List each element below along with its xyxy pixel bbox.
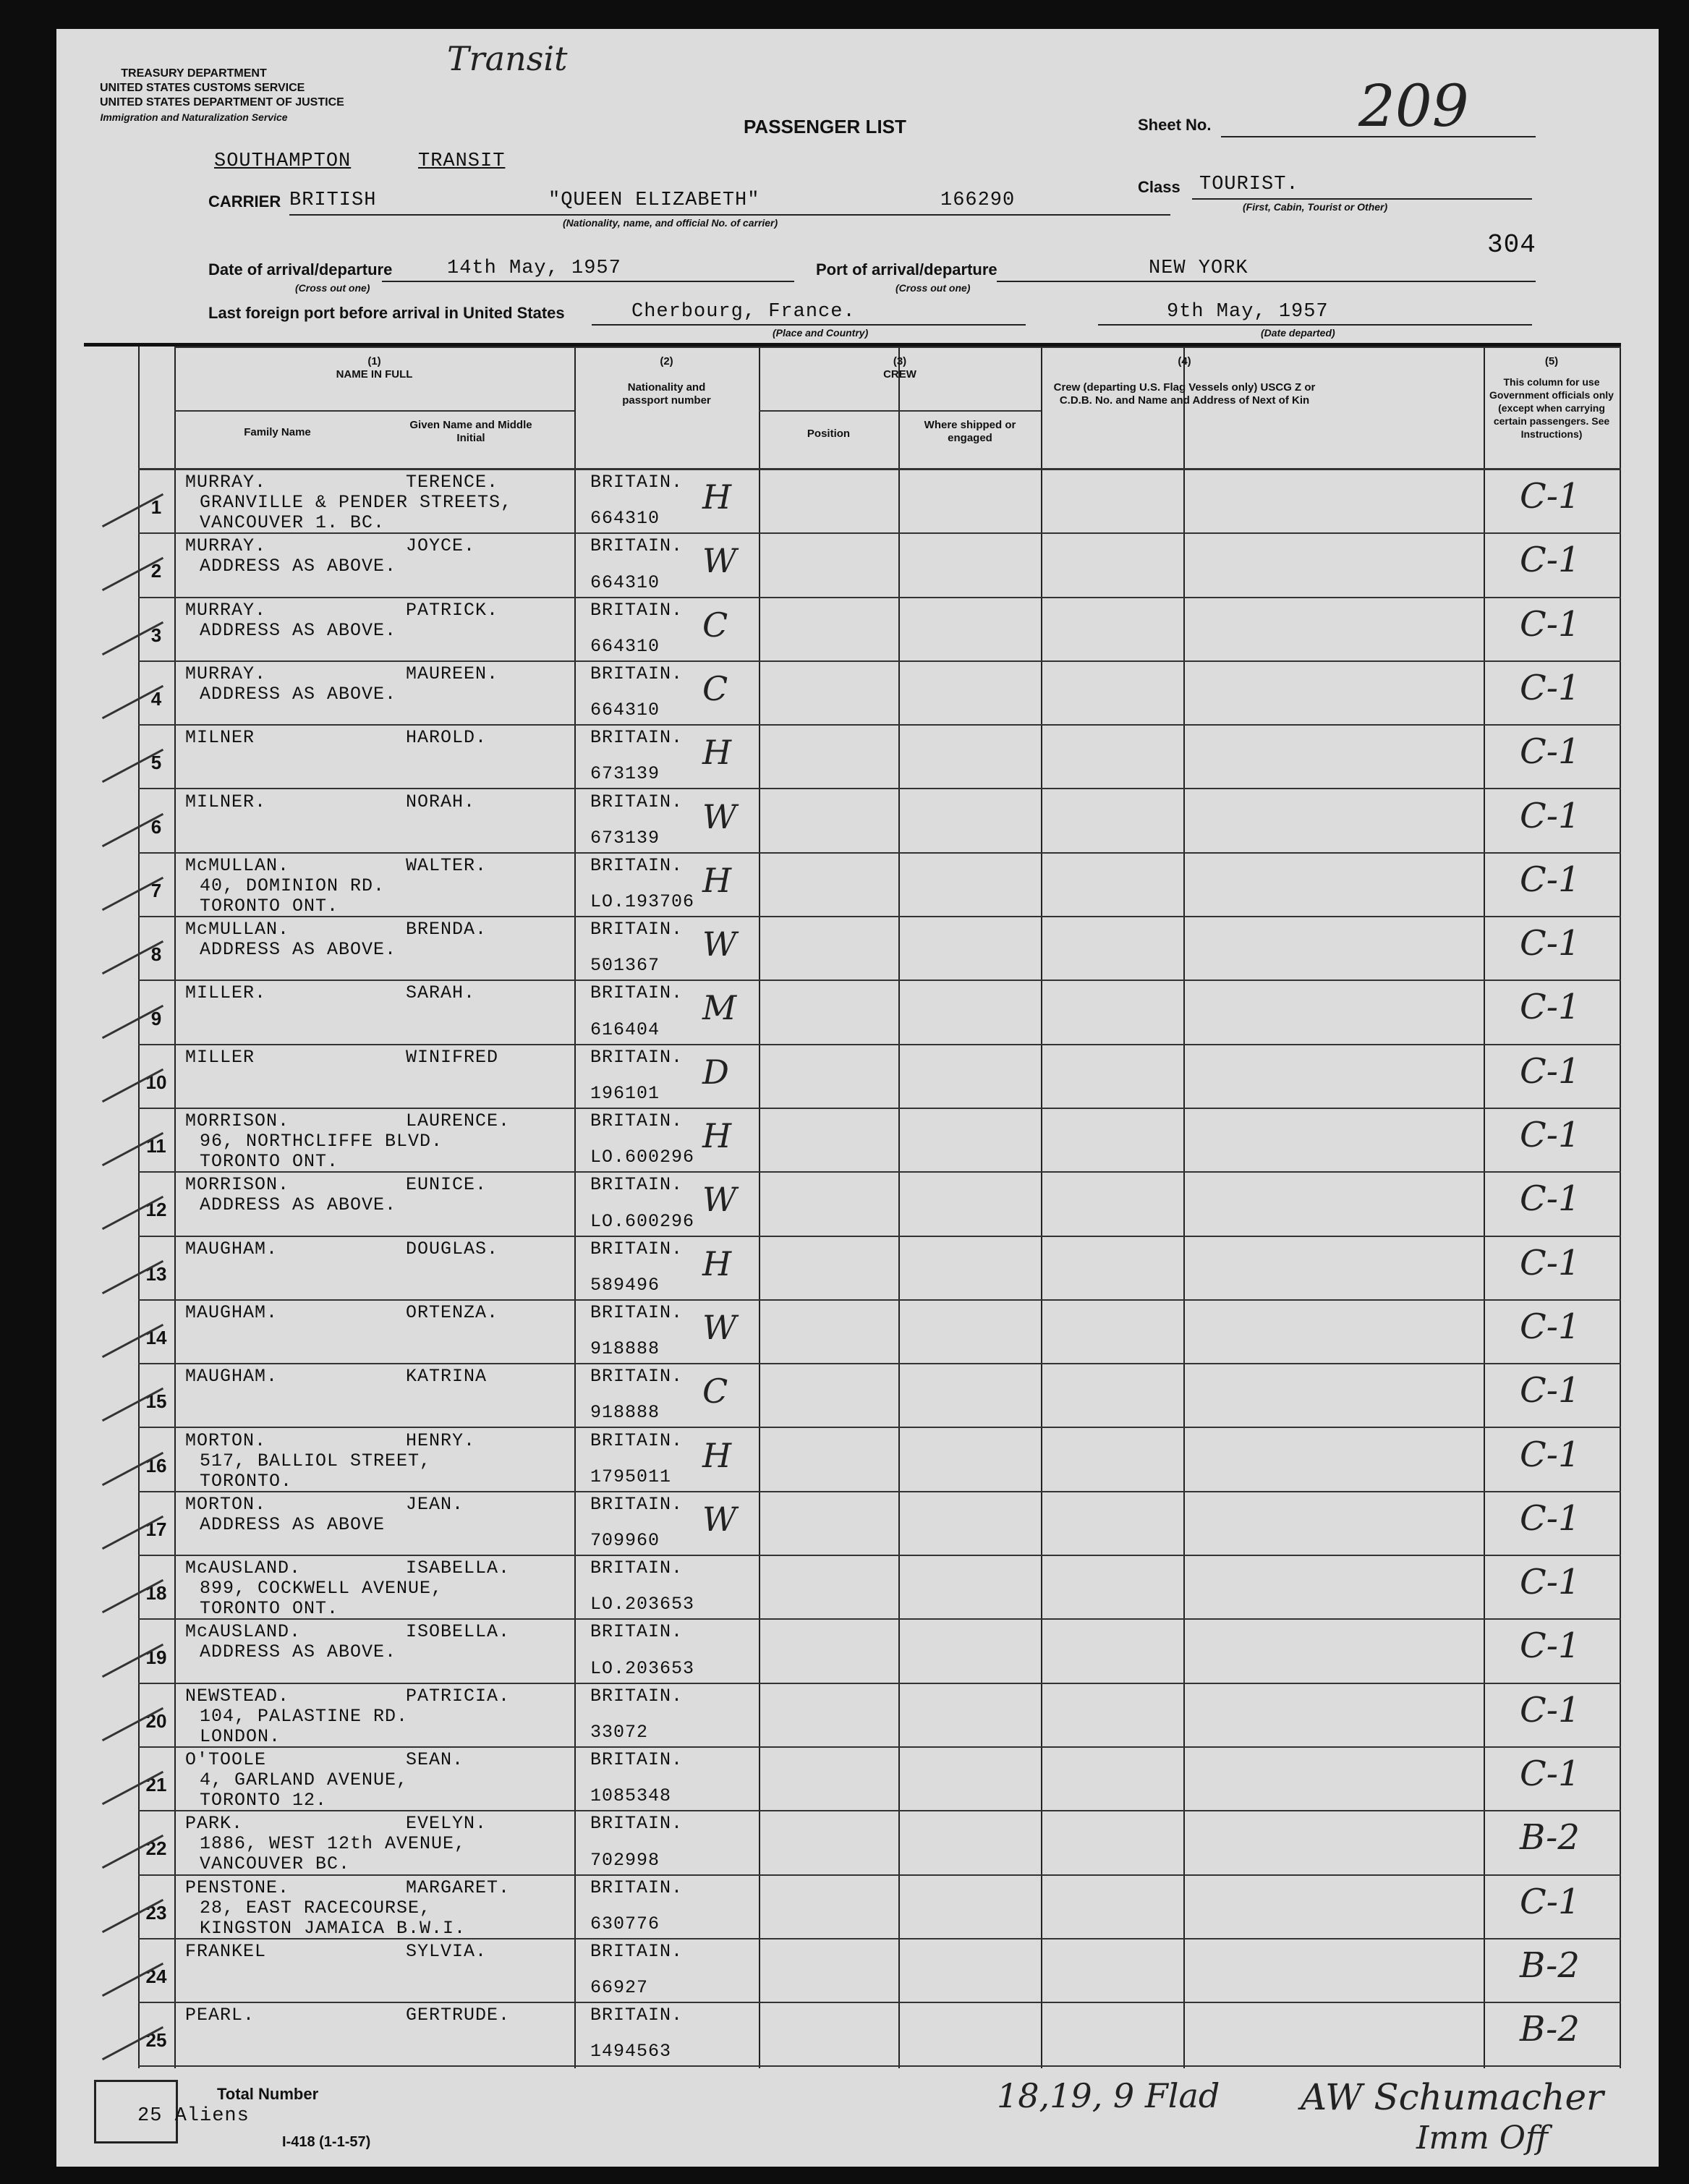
official-code: C-1	[1520, 667, 1580, 708]
address-line: ADDRESS AS ABOVE.	[200, 683, 397, 705]
nationality: BRITAIN.	[590, 599, 684, 621]
family-name: MILLER.	[185, 982, 267, 1004]
port-label: Port of arrival/departure	[816, 260, 997, 279]
status-mark: H	[702, 1116, 732, 1155]
official-code: C-1	[1520, 1370, 1580, 1411]
passport-number: LO.600296	[590, 1147, 695, 1168]
given-name: ORTENZA.	[406, 1301, 499, 1323]
address-line: TORONTO 12.	[200, 1790, 328, 1811]
class-line	[1192, 198, 1532, 200]
table-row	[84, 662, 1621, 726]
nationality: BRITAIN.	[590, 1301, 684, 1323]
total-label: Total Number	[217, 2085, 319, 2103]
family-name: MORTON.	[185, 1493, 267, 1515]
col-5-number: (5)	[1544, 355, 1559, 367]
row-number: 17	[145, 1518, 167, 1540]
address-line: TORONTO ONT.	[200, 1598, 339, 1620]
table-row	[84, 1109, 1621, 1173]
table-row	[84, 854, 1621, 917]
position-header: Position	[807, 428, 851, 440]
official-code: C-1	[1520, 603, 1580, 645]
family-name: PARK.	[185, 1813, 244, 1835]
status-mark: W	[702, 925, 737, 964]
official-code: C-1	[1520, 923, 1580, 964]
address-line: KINGSTON JAMAICA B.W.I.	[200, 1917, 467, 1939]
carrier-number: 166290	[940, 190, 1016, 211]
status-mark: W	[702, 1180, 737, 1220]
passport-number: 664310	[590, 572, 660, 593]
last-port-caption: (Place and Country)	[773, 327, 869, 339]
family-name: MORTON.	[185, 1429, 267, 1451]
status-mark: W	[702, 541, 737, 581]
page-title: PASSENGER LIST	[744, 116, 906, 137]
official-code: C-1	[1520, 1754, 1580, 1794]
status-mark: W	[702, 1307, 737, 1347]
row-number: 23	[145, 1901, 167, 1924]
given-name: SYLVIA.	[406, 1940, 488, 1962]
address-line: ADDRESS AS ABOVE.	[200, 1641, 397, 1663]
nationality: BRITAIN.	[590, 1238, 684, 1259]
total-value: 25 Aliens	[137, 2105, 250, 2127]
col-5-header	[1484, 355, 1620, 441]
given-name: SARAH.	[406, 982, 476, 1004]
family-name-header: Family Name	[244, 426, 311, 438]
status-mark: W	[702, 1499, 737, 1539]
address-line: 96, NORTHCLIFFE BLVD.	[200, 1131, 443, 1152]
row-number: 20	[145, 1709, 167, 1732]
passport-number: 501367	[590, 955, 660, 977]
given-name: LAURENCE.	[406, 1110, 511, 1131]
table-row	[84, 470, 1621, 534]
table-row	[84, 1556, 1621, 1620]
port-line	[997, 281, 1536, 282]
passport-number: 196101	[590, 1082, 660, 1104]
family-name: NEWSTEAD.	[185, 1685, 290, 1707]
port-cross-out: (Cross out one)	[895, 282, 971, 294]
address-line: VANCOUVER BC.	[200, 1853, 351, 1875]
passport-number: LO.193706	[590, 891, 695, 913]
family-name: O'TOOLE	[185, 1749, 267, 1770]
col-4-title: Crew (departing U.S. Flag Vessels only) USCG Z or C.D.B. No. and Name and Address of Next of Kin	[1053, 381, 1316, 407]
family-name: MAUGHAM.	[185, 1301, 278, 1323]
carrier-name: "QUEEN ELIZABETH"	[548, 190, 760, 211]
family-name: McAUSLAND.	[185, 1621, 302, 1643]
passport-number: 664310	[590, 700, 660, 721]
dept-line-3: UNITED STATES DEPARTMENT OF JUSTICE	[100, 96, 344, 109]
departed-date: 9th May, 1957	[1167, 301, 1329, 323]
nationality: BRITAIN.	[590, 1046, 684, 1068]
row-number: 22	[145, 1837, 167, 1860]
col-2-title: Nationality and passport number	[622, 381, 711, 407]
official-code: C-1	[1520, 795, 1580, 836]
official-code: C-1	[1520, 859, 1580, 900]
passport-number: 1795011	[590, 1466, 672, 1487]
nationality: BRITAIN.	[590, 472, 684, 493]
row-number: 25	[145, 2029, 167, 2052]
row-number: 21	[145, 1774, 167, 1796]
table-row	[84, 1173, 1621, 1236]
nationality: BRITAIN.	[590, 535, 684, 557]
given-name: EUNICE.	[406, 1174, 488, 1196]
row-number: 9	[150, 1007, 162, 1029]
passport-number: LO.203653	[590, 1657, 695, 1679]
nationality: BRITAIN.	[590, 1749, 684, 1770]
last-port-value: Cherbourg, France.	[631, 301, 856, 323]
handwritten-note: 18,19, 9 Flad	[997, 2076, 1220, 2115]
nationality: BRITAIN.	[590, 1174, 684, 1196]
address-line: GRANVILLE & PENDER STREETS,	[200, 492, 513, 513]
given-name: HENRY.	[406, 1429, 476, 1451]
address-line: ADDRESS AS ABOVE.	[200, 1194, 397, 1216]
nationality: BRITAIN.	[590, 1493, 684, 1515]
row-number: 19	[145, 1646, 167, 1668]
given-name: ISOBELLA.	[406, 1621, 511, 1643]
port-value: NEW YORK	[1149, 258, 1248, 279]
table-row	[84, 917, 1621, 981]
col-1-title: NAME IN FULL	[336, 368, 413, 381]
family-name: PEARL.	[185, 2005, 255, 2026]
passport-number: 1494563	[590, 2041, 672, 2062]
arrival-label: Date of arrival/departure	[208, 260, 393, 279]
col-1-number: (1)	[367, 355, 381, 367]
address-line: ADDRESS AS ABOVE.	[200, 939, 397, 961]
official-code: C-1	[1520, 987, 1580, 1028]
row-number: 15	[145, 1390, 167, 1413]
table-row	[84, 726, 1621, 789]
official-code: C-1	[1520, 1306, 1580, 1347]
given-name: KATRINA	[406, 1366, 488, 1388]
given-name: NORAH.	[406, 791, 476, 812]
nationality: BRITAIN.	[590, 1558, 684, 1579]
status-mark: H	[702, 477, 732, 517]
passport-number: LO.600296	[590, 1210, 695, 1232]
official-code: B-2	[1520, 1945, 1580, 1986]
given-name: MARGARET.	[406, 1877, 511, 1898]
nationality: BRITAIN.	[590, 1877, 684, 1898]
passport-number: 664310	[590, 508, 660, 530]
official-code: C-1	[1520, 1626, 1580, 1667]
family-name: MILNER.	[185, 791, 267, 812]
address-line: LONDON.	[200, 1725, 281, 1747]
table-row	[84, 1237, 1621, 1301]
official-code: C-1	[1520, 1562, 1580, 1603]
official-code: C-1	[1520, 476, 1580, 517]
department-block	[100, 67, 344, 124]
address-line: 517, BALLIOL STREET,	[200, 1450, 432, 1471]
passport-number: 589496	[590, 1274, 660, 1296]
sheet-no-label: Sheet No.	[1138, 116, 1212, 134]
address-line: 899, COCKWELL AVENUE,	[200, 1578, 443, 1599]
family-name: FRANKEL	[185, 1940, 267, 1962]
family-name: MURRAY.	[185, 535, 267, 557]
nationality: BRITAIN.	[590, 919, 684, 940]
family-name: MORRISON.	[185, 1174, 290, 1196]
given-name: ISABELLA.	[406, 1558, 511, 1579]
official-code: C-1	[1520, 1689, 1580, 1730]
nationality: BRITAIN.	[590, 854, 684, 876]
family-name: MAUGHAM.	[185, 1238, 278, 1259]
col-2-number: (2)	[660, 355, 673, 367]
passport-number: 66927	[590, 1977, 649, 1999]
address-line: 104, PALASTINE RD.	[200, 1705, 409, 1727]
status-mark: D	[702, 1052, 729, 1092]
family-name: McMULLAN.	[185, 919, 290, 940]
family-name: MAUGHAM.	[185, 1366, 278, 1388]
nationality: BRITAIN.	[590, 1940, 684, 1962]
table-row	[84, 1748, 1621, 1811]
row-number: 3	[150, 624, 162, 646]
dept-line-4: Immigration and Naturalization Service	[100, 111, 288, 123]
family-name: MILNER	[185, 727, 255, 749]
family-name: MURRAY.	[185, 472, 267, 493]
address-line: TORONTO ONT.	[200, 895, 339, 917]
nationality: BRITAIN.	[590, 1429, 684, 1451]
official-code: C-1	[1520, 1881, 1580, 1922]
status-mark: C	[702, 668, 728, 708]
col-5-title: This column for use Government officials only (except when carrying certain passengers. See Instructions)	[1489, 376, 1614, 440]
table-row	[84, 1876, 1621, 1939]
given-name-header: Given Name and Middle Initial	[409, 419, 532, 444]
row-number: 14	[145, 1327, 167, 1349]
table-row	[84, 981, 1621, 1045]
form-number: I-418 (1-1-57)	[282, 2134, 371, 2150]
official-code: C-1	[1520, 1434, 1580, 1475]
table-row	[84, 2003, 1621, 2067]
nationality: BRITAIN.	[590, 2005, 684, 2026]
sheet-no-value: 209	[1358, 72, 1469, 140]
col-1-header	[174, 355, 574, 381]
address-line: ADDRESS AS ABOVE	[200, 1513, 386, 1535]
col-4-header	[1041, 355, 1328, 407]
row-number: 4	[150, 688, 162, 710]
table-row	[84, 1045, 1621, 1109]
address-line: 1886, WEST 12th AVENUE,	[200, 1833, 467, 1855]
official-code: C-1	[1520, 731, 1580, 773]
given-name: BRENDA.	[406, 919, 488, 940]
carrier-nationality: BRITISH	[289, 190, 377, 211]
passport-number: 1085348	[590, 1785, 672, 1807]
status-mark: C	[702, 605, 728, 645]
nationality: BRITAIN.	[590, 982, 684, 1004]
family-name: MURRAY.	[185, 663, 267, 684]
family-name: MILLER	[185, 1046, 255, 1068]
given-name: TERENCE.	[406, 472, 499, 493]
passport-number: 630776	[590, 1913, 660, 1934]
status-mark: H	[702, 860, 732, 900]
address-line: 40, DOMINION RD.	[200, 875, 386, 896]
nationality: BRITAIN.	[590, 1813, 684, 1835]
given-name: EVELYN.	[406, 1813, 488, 1835]
table-row	[84, 1492, 1621, 1556]
status-mark: H	[702, 1244, 732, 1283]
col-3-header	[759, 355, 1041, 381]
address-line: 28, EAST RACECOURSE,	[200, 1897, 432, 1919]
address-line: ADDRESS AS ABOVE.	[200, 619, 397, 641]
given-name: JEAN.	[406, 1493, 464, 1515]
transit-label: TRANSIT	[418, 150, 506, 172]
passport-number: 918888	[590, 1402, 660, 1424]
address-line: 4, GARLAND AVENUE,	[200, 1769, 409, 1790]
address-line: VANCOUVER 1. BC.	[200, 512, 386, 533]
table-row	[84, 1811, 1621, 1875]
official-code: C-1	[1520, 1242, 1580, 1283]
passport-number: 664310	[590, 635, 660, 657]
carrier-label: CARRIER	[208, 192, 281, 211]
where-shipped-header: Where shipped or engaged	[924, 419, 1016, 444]
table-row	[84, 534, 1621, 598]
passport-number: 709960	[590, 1530, 660, 1552]
dept-line-2: UNITED STATES CUSTOMS SERVICE	[100, 82, 305, 94]
col-2-header	[574, 355, 759, 407]
arrival-date: 14th May, 1957	[447, 258, 621, 279]
passport-number: 616404	[590, 1019, 660, 1040]
official-code: B-2	[1520, 1817, 1580, 1858]
given-name: DOUGLAS.	[406, 1238, 499, 1259]
arrival-line	[382, 281, 794, 282]
official-code: C-1	[1520, 540, 1580, 581]
passport-number: 33072	[590, 1721, 649, 1743]
departed-line	[1098, 324, 1532, 326]
given-name: MAUREEN.	[406, 663, 499, 684]
official-code: B-2	[1520, 2009, 1580, 2050]
table-row	[84, 1301, 1621, 1364]
row-number: 10	[145, 1071, 167, 1093]
row-number: 8	[150, 943, 162, 966]
family-name: MORRISON.	[185, 1110, 290, 1131]
row-number: 1	[150, 496, 162, 519]
status-mark: M	[702, 988, 737, 1028]
table-row	[84, 1429, 1621, 1492]
given-name: PATRICK.	[406, 599, 499, 621]
address-line: TORONTO ONT.	[200, 1151, 339, 1172]
nationality: BRITAIN.	[590, 727, 684, 749]
official-code: C-1	[1520, 1115, 1580, 1155]
carrier-caption: (Nationality, name, and official No. of carrier)	[563, 217, 778, 229]
row-number: 16	[145, 1454, 167, 1476]
given-name: SEAN.	[406, 1749, 464, 1770]
row-number: 2	[150, 560, 162, 582]
official-code: C-1	[1520, 1050, 1580, 1092]
nationality: BRITAIN.	[590, 1685, 684, 1707]
row-number: 11	[146, 1135, 166, 1157]
officer-signature: AW Schumacher	[1301, 2076, 1604, 2118]
status-mark: C	[702, 1372, 728, 1411]
row-number: 6	[150, 815, 162, 838]
official-code: C-1	[1520, 1178, 1580, 1220]
row-number: 7	[150, 879, 162, 901]
passenger-list-sheet	[56, 29, 1659, 2167]
table-row	[84, 1364, 1621, 1428]
passport-number: LO.203653	[590, 1594, 695, 1615]
table-row	[84, 1684, 1621, 1748]
family-name: PENSTONE.	[185, 1877, 290, 1898]
row-number: 13	[145, 1262, 167, 1285]
stamp-number: 304	[1487, 230, 1536, 260]
col-3-title: CREW	[883, 368, 916, 381]
status-mark: H	[702, 733, 732, 773]
nationality: BRITAIN.	[590, 663, 684, 684]
class-label: Class	[1138, 178, 1180, 196]
arrival-cross-out: (Cross out one)	[295, 282, 370, 294]
address-line: ADDRESS AS ABOVE.	[200, 556, 397, 577]
officer-title: Imm Off	[1416, 2120, 1549, 2157]
given-name: PATRICIA.	[406, 1685, 511, 1707]
nationality: BRITAIN.	[590, 1621, 684, 1643]
address-line: TORONTO.	[200, 1470, 293, 1492]
class-value: TOURIST.	[1199, 174, 1299, 195]
class-caption: (First, Cabin, Tourist or Other)	[1243, 201, 1388, 213]
given-name: JOYCE.	[406, 535, 476, 557]
status-mark: W	[702, 796, 737, 836]
passport-number: 673139	[590, 763, 660, 785]
nationality: BRITAIN.	[590, 1366, 684, 1388]
row-number: 18	[145, 1582, 167, 1605]
row-number: 24	[145, 1966, 167, 1988]
passport-number: 673139	[590, 827, 660, 849]
given-name: WALTER.	[406, 854, 488, 876]
nationality: BRITAIN.	[590, 791, 684, 812]
table-row	[84, 598, 1621, 662]
given-name: HAROLD.	[406, 727, 488, 749]
dept-line-1: TREASURY DEPARTMENT	[121, 67, 267, 80]
family-name: MURRAY.	[185, 599, 267, 621]
last-port-line	[592, 324, 1026, 326]
family-name: McMULLAN.	[185, 854, 290, 876]
given-name: WINIFRED	[406, 1046, 499, 1068]
handwritten-transit: Transit	[447, 39, 568, 78]
status-mark: H	[702, 1435, 732, 1475]
table-row	[84, 1620, 1621, 1683]
official-code: C-1	[1520, 1497, 1580, 1539]
passport-number: 702998	[590, 1849, 660, 1871]
table-row	[84, 1939, 1621, 2003]
row-number: 12	[145, 1199, 167, 1221]
departed-caption: (Date departed)	[1261, 327, 1335, 339]
nationality: BRITAIN.	[590, 1110, 684, 1131]
last-port-label: Last foreign port before arrival in United States	[208, 304, 565, 322]
table-row	[84, 790, 1621, 854]
passport-number: 918888	[590, 1338, 660, 1360]
passenger-table	[84, 343, 1621, 2068]
family-name: McAUSLAND.	[185, 1558, 302, 1579]
port-from: SOUTHAMPTON	[214, 150, 352, 172]
carrier-line	[289, 214, 1170, 216]
row-number: 5	[150, 752, 162, 774]
col-3-number: (3)	[893, 355, 907, 367]
given-name: GERTRUDE.	[406, 2005, 511, 2026]
col-4-number: (4)	[1178, 355, 1191, 367]
